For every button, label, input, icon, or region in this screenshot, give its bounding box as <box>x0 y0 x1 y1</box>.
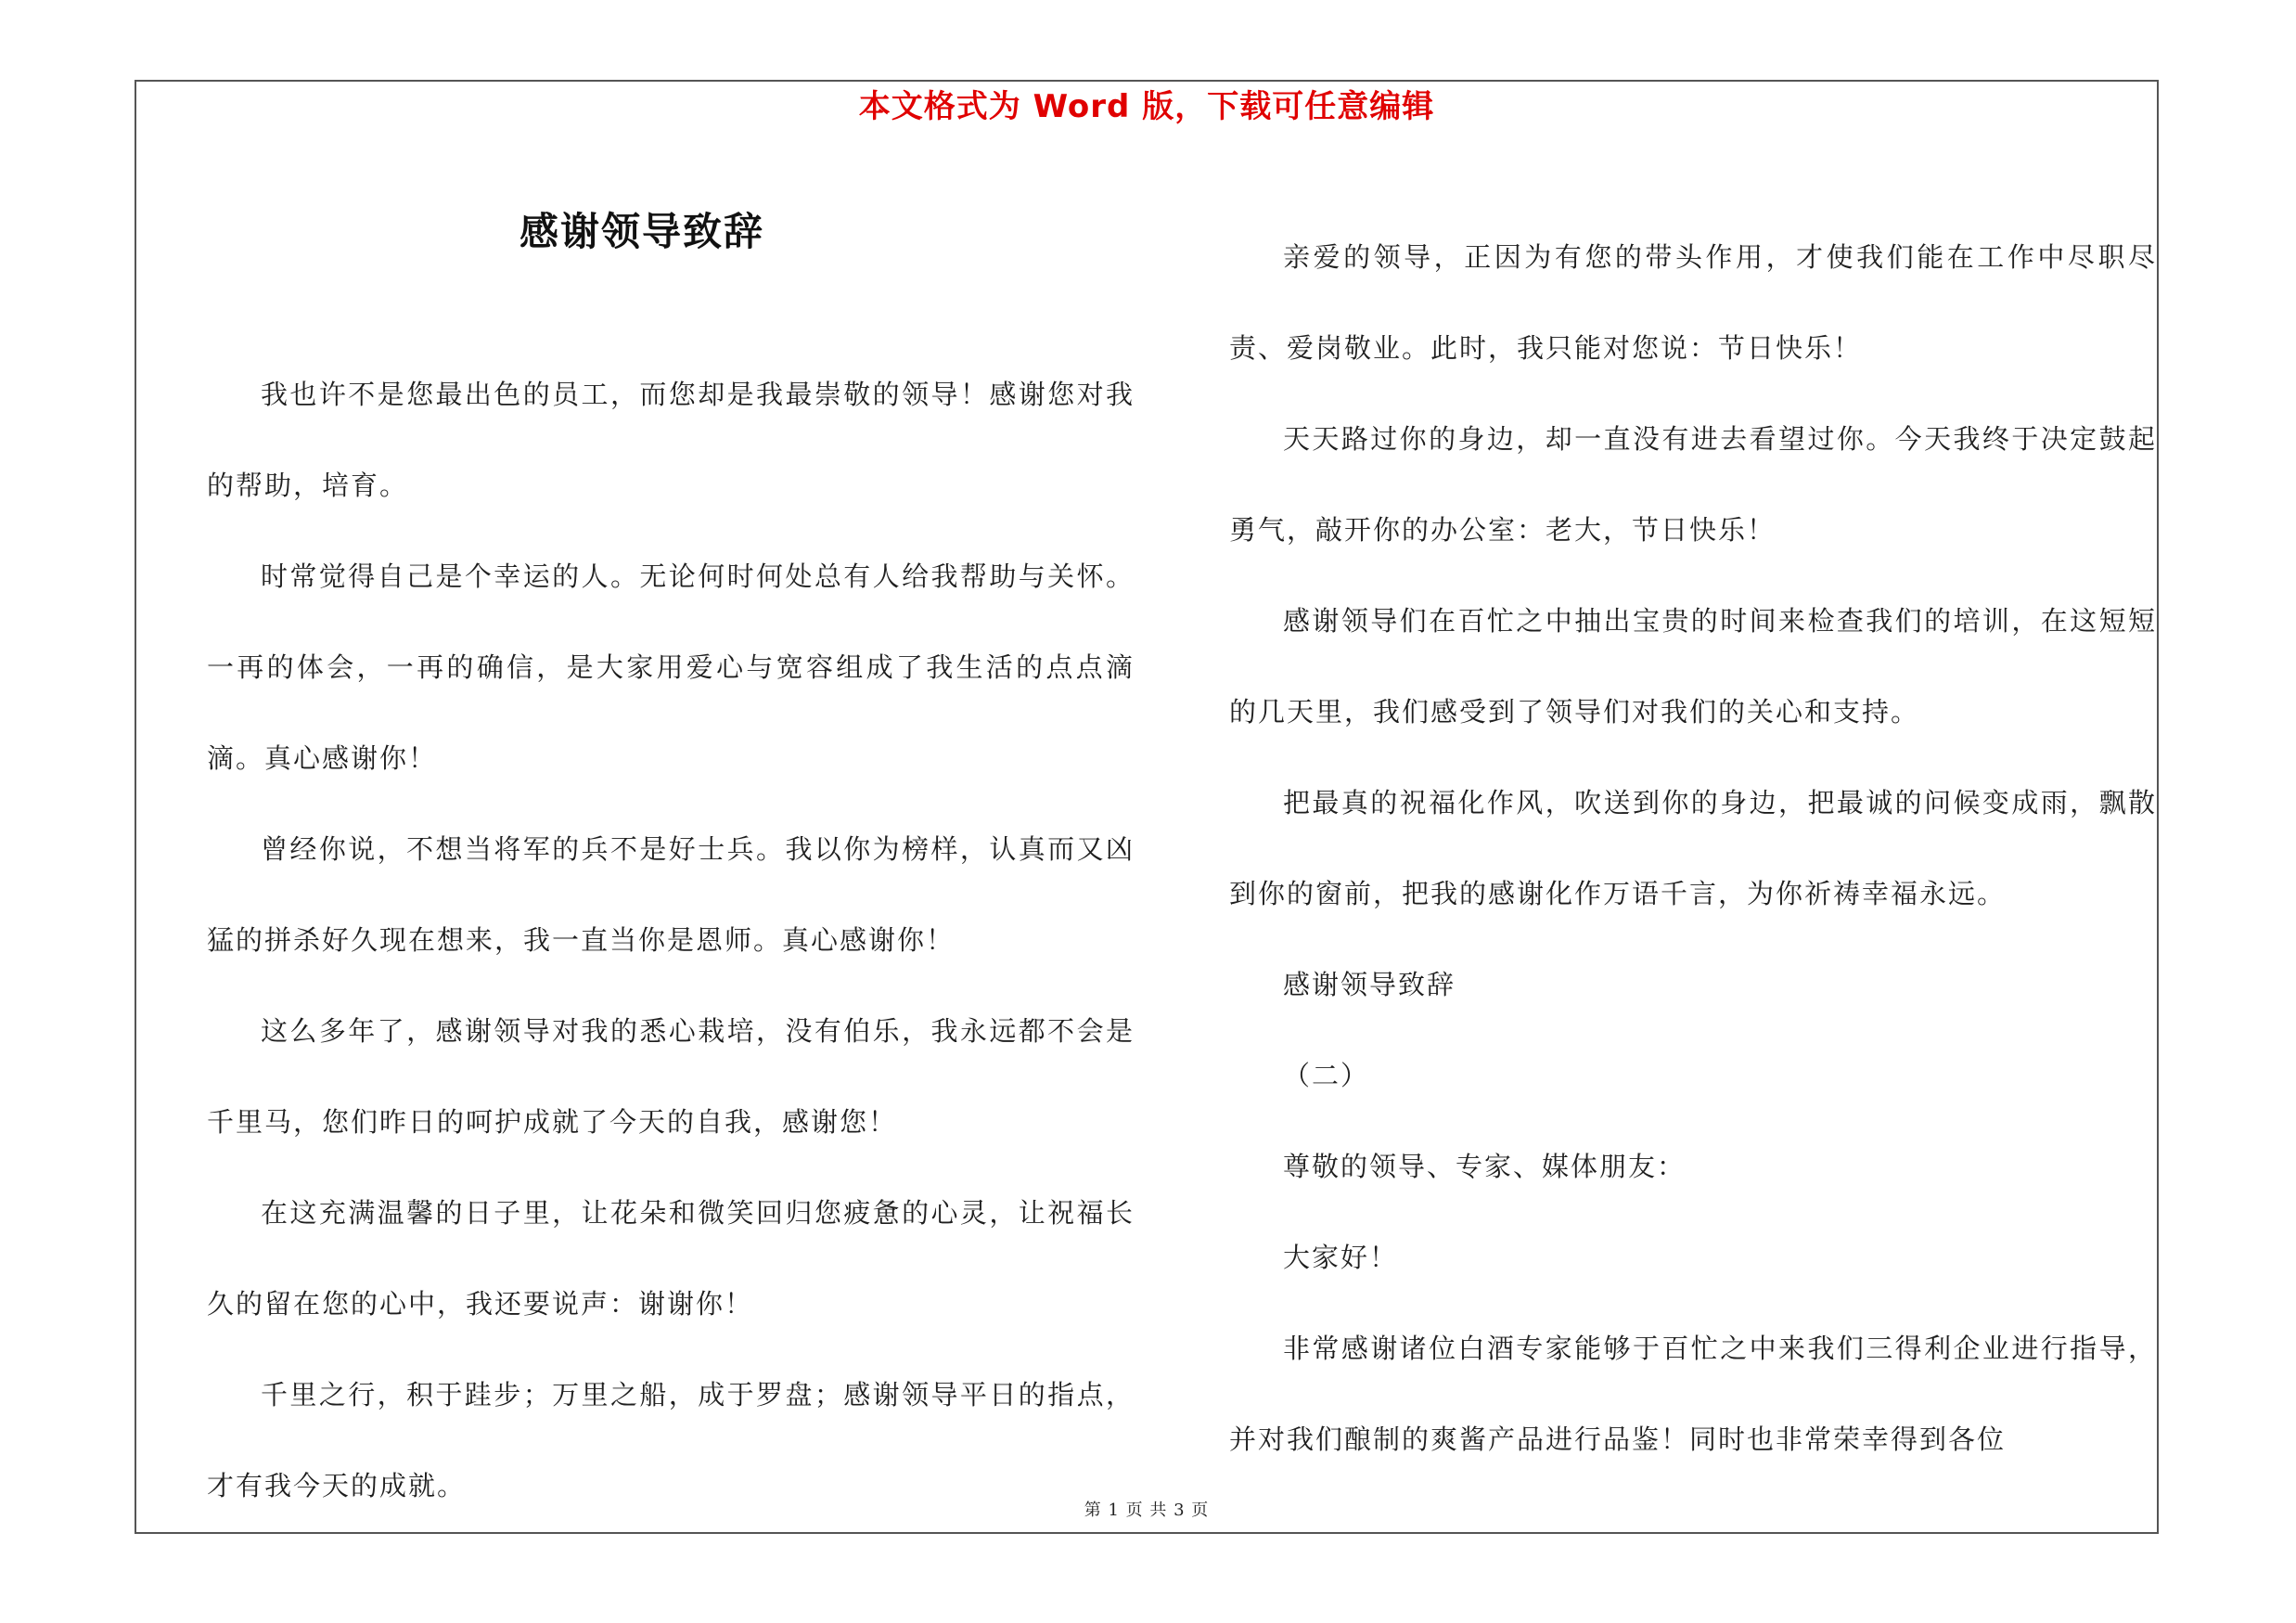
paragraph: 在这充满温馨的日子里，让花朵和微笑回归您疲惫的心灵，让祝福长久的留在您的心中，我还要说声：谢谢你！ <box>207 1197 1135 1320</box>
document-title: 感谢领导致辞 <box>519 209 764 254</box>
paragraph: 千里之行，积于跬步；万里之船，成于罗盘；感谢领导平日的指点，才有我今天的成就。 <box>207 1379 1135 1501</box>
paragraph: 亲爱的领导，正因为有您的带头作用，才使我们能在工作中尽职尽责、爱岗敬业。此时，我只能对您说：节日快乐！ <box>1229 241 2157 364</box>
paragraph: 天天路过你的身边，却一直没有进去看望过你。今天我终于决定鼓起勇气，敲开你的办公室：老大，节日快乐！ <box>1229 423 2157 546</box>
section-heading: 感谢领导致辞 <box>1283 969 1456 1000</box>
right-column <box>1229 212 2157 1485</box>
paragraph: 感谢领导们在百忙之中抽出宝贵的时间来检查我们的培训，在这短短的几天里，我们感受到了领导们对我们的关心和支持。 <box>1229 605 2157 728</box>
format-notice-banner: 本文格式为 Word 版，下载可任意编辑 <box>858 88 1435 125</box>
salutation: 尊敬的领导、专家、媒体朋友： <box>1283 1151 1687 1182</box>
paragraph: 把最真的祝福化作风，吹送到你的身边，把最诚的问候变成雨，飘散到你的窗前，把我的感谢化作万语千言，为你祈祷幸福永远。 <box>1229 787 2157 909</box>
greeting: 大家好！ <box>1283 1242 1399 1273</box>
document-page <box>135 80 2159 1534</box>
paragraph: 这么多年了，感谢领导对我的悉心栽培，没有伯乐，我永远都不会是千里马，您们昨日的呵护成就了今天的自我，感谢您！ <box>207 1015 1135 1138</box>
left-column <box>207 349 1135 1531</box>
paragraph: 非常感谢诸位白酒专家能够于百忙之中来我们三得利企业进行指导，并对我们酿制的爽酱产品进行品鉴！同时也非常荣幸得到各位 <box>1229 1333 2157 1455</box>
paragraph: 我也许不是您最出色的员工，而您却是我最崇敬的领导！感谢您对我的帮助，培育。 <box>207 379 1135 501</box>
page-number-footer: 第 1 页 共 3 页 <box>1084 1501 1210 1520</box>
paragraph: 曾经你说，不想当将军的兵不是好士兵。我以你为榜样，认真而又凶猛的拼杀好久现在想来，我一直当你是恩师。真心感谢你！ <box>207 833 1135 956</box>
section-number: （二） <box>1283 1060 1370 1091</box>
paragraph: 时常觉得自己是个幸运的人。无论何时何处总有人给我帮助与关怀。一再的体会，一再的确信，是大家用爱心与宽容组成了我生活的点点滴滴。真心感谢你！ <box>207 560 1135 774</box>
